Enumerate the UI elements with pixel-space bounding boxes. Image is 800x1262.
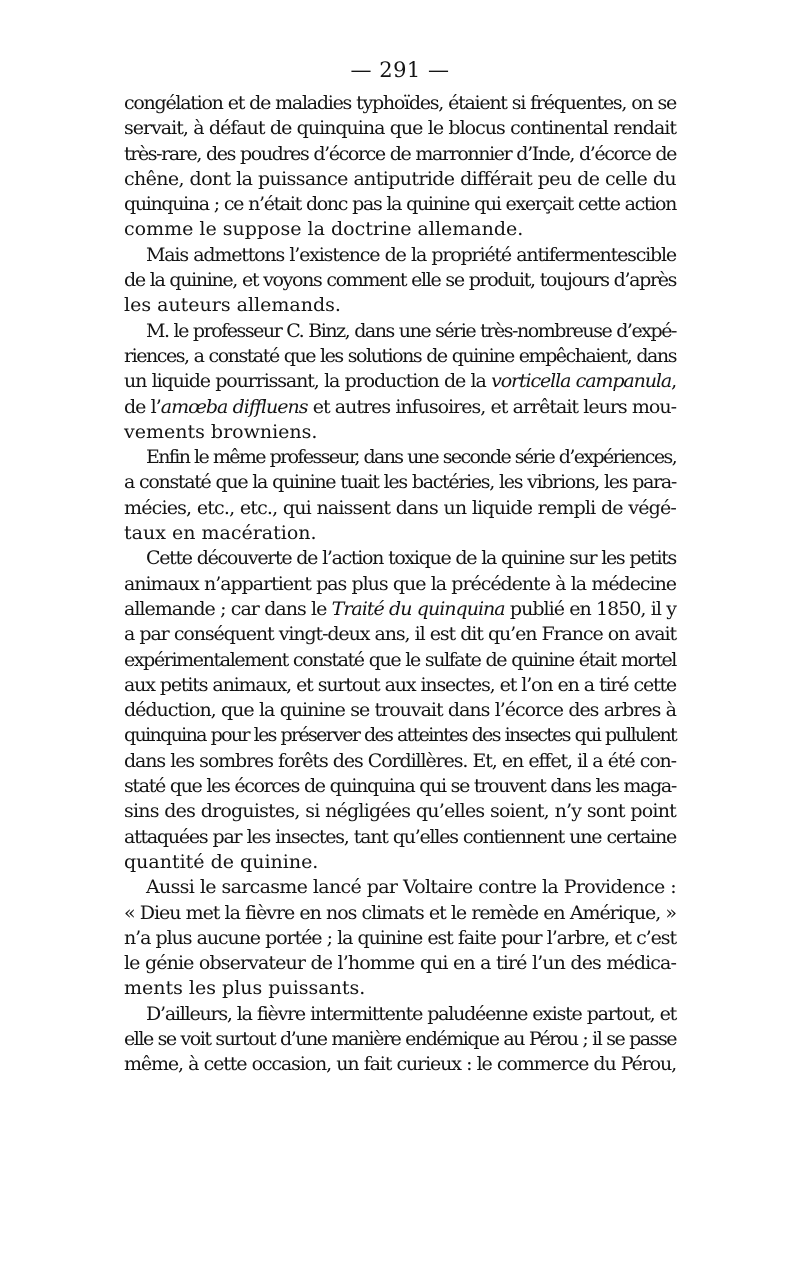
paragraph — [124, 1002, 676, 1078]
paragraph — [124, 445, 676, 546]
text-line: comme le suppose la doctrine allemande. — [124, 218, 524, 241]
text-line: expérimentalement constaté que le sulfate de quinine était mortel — [124, 648, 676, 671]
text-line: aux petits animaux, et surtout aux insectes, et l’on en a tiré cette — [124, 673, 676, 696]
text-line: Mais admettons l’existence de la propriété antifermentescible — [146, 243, 676, 266]
text-line: déduction, que la quinine se trouvait dans l’écorce des arbres à — [124, 699, 676, 722]
text-line: riences, a constaté que les solutions de quinine empêchaient, dans — [124, 344, 676, 367]
text-line: M. le professeur C. Binz, dans une série très-nombreuse d’expé- — [146, 319, 676, 342]
text-run: et autres infusoires, et arrêtait leurs mou- — [307, 395, 676, 418]
text-line: Cette découverte de l’action toxique de la quinine sur les petits — [146, 547, 676, 570]
paragraph — [124, 319, 676, 445]
text-line: « Dieu met la fièvre en nos climats et le remède en Amérique, » — [124, 901, 676, 924]
text-line: sins des droguistes, si négligées qu’elles soient, n’y sont point — [124, 800, 676, 823]
text-line: a constaté que la quinine tuait les bactéries, les vibrions, les para- — [124, 471, 676, 494]
text-run: allemande ; car dans le — [124, 597, 332, 620]
text-line: congélation et de maladies typhoïdes, étaient si fréquentes, on se — [124, 92, 676, 114]
text-line: de la quinine, et voyons comment elle se produit, toujours d’après — [124, 269, 676, 292]
text-run: un liquide pourrissant, la production de la — [124, 370, 492, 393]
text-line: ments les plus puissants. — [124, 977, 366, 1000]
italic-term: amœba diffluens — [160, 395, 308, 418]
text-line: n’a plus aucune portée ; la quinine est faite pour l’arbre, et c’est — [124, 926, 676, 949]
text-line: staté que les écorces de quinquina qui se trouvent dans les maga- — [124, 775, 676, 798]
text-line: taux en macération. — [124, 522, 317, 545]
text-line: dans les sombres forêts des Cordillères. Et, en effet, il a été con- — [124, 749, 676, 772]
text-line: animaux n’appartient pas plus que la précédente à la médecine — [124, 572, 676, 595]
text-line: chêne, dont la puissance antiputride différait peu de celle du — [124, 167, 676, 190]
paragraph — [124, 243, 676, 319]
text-line — [124, 597, 676, 622]
text-run: publié en 1850, il y — [504, 597, 676, 620]
text-line: attaquées par les insectes, tant qu’elles contiennent une certaine — [124, 825, 676, 848]
text-line: très-rare, des poudres d’écorce de marronnier d’Inde, d’écorce de — [124, 142, 676, 165]
text-line: elle se voit surtout d’une manière endémique au Pérou ; il se passe — [124, 1027, 676, 1050]
text-line: quantité de quinine. — [124, 850, 319, 873]
text-line: D’ailleurs, la fièvre intermittente paludéenne existe partout, et — [146, 1002, 676, 1025]
italic-term: Traité du quinquina — [331, 597, 505, 620]
paragraph — [124, 91, 676, 243]
text-line: même, à cette occasion, un fait curieux : le commerce du Pérou, — [124, 1053, 676, 1076]
page-number: — 291 — — [350, 58, 450, 82]
text-line: Aussi le sarcasme lancé par Voltaire contre la Providence : — [146, 876, 676, 899]
text-line: quinquina pour les préserver des atteintes des insectes qui pullulent — [124, 724, 676, 747]
text-line: servait, à défaut de quinquina que le blocus continental rendait — [124, 117, 676, 140]
text-line: Enfin le même professeur, dans une seconde série d’expériences, — [146, 446, 676, 469]
italic-term: vorticella campanula — [491, 370, 672, 393]
text-line — [124, 369, 676, 394]
text-line — [124, 395, 676, 420]
text-line: a par conséquent vingt-deux ans, il est dit qu’en France on avait — [124, 623, 676, 646]
text-line: le génie observateur de l’homme qui en a tiré l’un des médica- — [124, 952, 676, 975]
text-line: mécies, etc., etc., qui naissent dans un liquide rempli de végé- — [124, 496, 676, 519]
page-body-text — [124, 91, 676, 1078]
text-line: quinquina ; ce n’était donc pas la quinine qui exerçait cette action — [124, 193, 676, 216]
text-run: de l’ — [124, 395, 161, 418]
paragraph — [124, 546, 676, 875]
paragraph — [124, 875, 676, 1001]
text-line: vements browniens. — [124, 420, 318, 443]
text-run: , — [671, 370, 676, 393]
text-line: les auteurs allemands. — [124, 294, 341, 317]
